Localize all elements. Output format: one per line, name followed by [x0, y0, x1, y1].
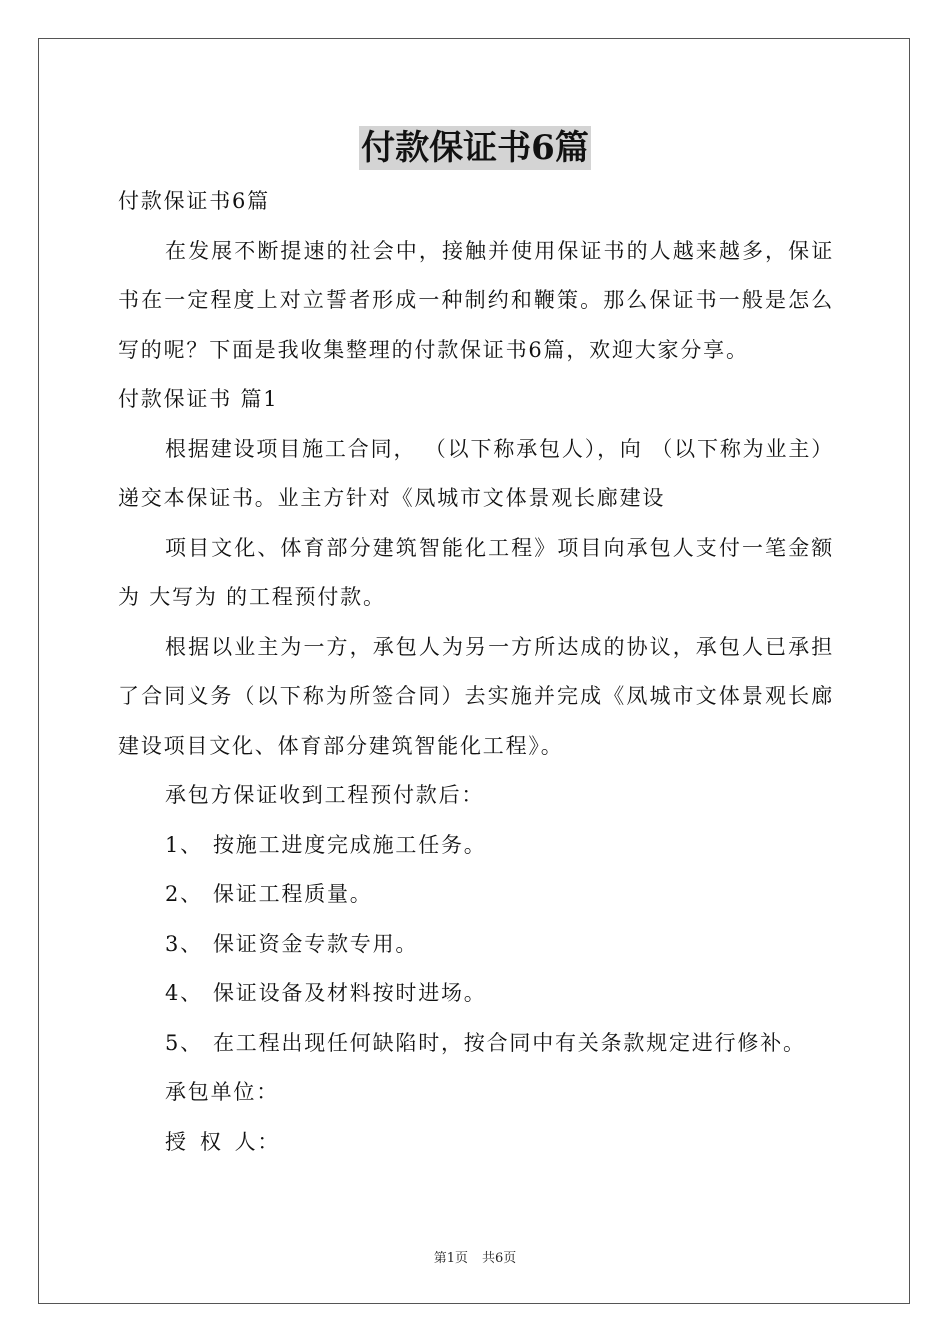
list-item: [118, 821, 834, 871]
list-item-number: 4、: [165, 981, 203, 1005]
intro-paragraph: 在发展不断提速的社会中，接触并使用保证书的人越来越多，保证书在一定程度上对立誓者形成一种制约和鞭策。那么保证书一般是怎么写的呢？下面是我收集整理的付款保证书6篇，欢迎大家分享。: [118, 238, 834, 362]
list-item-number: 2、: [165, 882, 203, 906]
auth-char-3: 人：: [234, 1129, 281, 1154]
list-item-text: 保证设备及材料按时进场。: [213, 981, 487, 1005]
document-subtitle: 付款保证书6篇: [118, 189, 270, 213]
paragraph-3: 根据以业主为一方，承包人为另一方所达成的协议，承包人已承担了合同义务（以下称为所签合同）去实施并完成《凤城市文体景观长廊建设项目文化、体育部分建筑智能化工程》。: [118, 634, 834, 758]
paragraph-1: 根据建设项目施工合同， （以下称承包人），向 （以下称为业主）递交本保证书。业主方针对《凤城市文体景观长廊建设: [118, 436, 834, 510]
paragraph-4: 承包方保证收到工程预付款后：: [165, 783, 485, 807]
authorized-person-label: [118, 1118, 834, 1168]
document-body: [118, 177, 834, 1167]
list-item: [118, 1019, 834, 1069]
list-item-number: 3、: [165, 931, 203, 956]
document-title: [0, 126, 950, 170]
list-item-number: 1、: [165, 832, 203, 857]
page-total: 共6页: [482, 1251, 517, 1266]
document-title-text: 付款保证书6篇: [361, 128, 589, 168]
list-item: [118, 969, 834, 1019]
list-item-text: 保证工程质量。: [213, 882, 373, 906]
contractor-unit-label: 承包单位：: [165, 1080, 279, 1104]
list-item-text: 在工程出现任何缺陷时，按合同中有关条款规定进行修补。: [213, 1030, 806, 1055]
auth-char-1: 授: [165, 1129, 188, 1154]
list-item-number: 5、: [165, 1030, 203, 1055]
list-item: [118, 920, 834, 970]
auth-char-2: 权: [199, 1129, 223, 1154]
list-item-text: 按施工进度完成施工任务。: [213, 832, 487, 857]
paragraph-2: 项目文化、体育部分建筑智能化工程》项目向承包人支付一笔金额为 大写为 的工程预付款。: [118, 535, 834, 609]
list-item-text: 保证资金专款专用。: [213, 931, 419, 956]
page-number: 第1页: [433, 1251, 468, 1266]
section-heading: 付款保证书 篇1: [118, 387, 279, 411]
page-footer: [0, 1247, 950, 1266]
list-item: [118, 870, 834, 920]
